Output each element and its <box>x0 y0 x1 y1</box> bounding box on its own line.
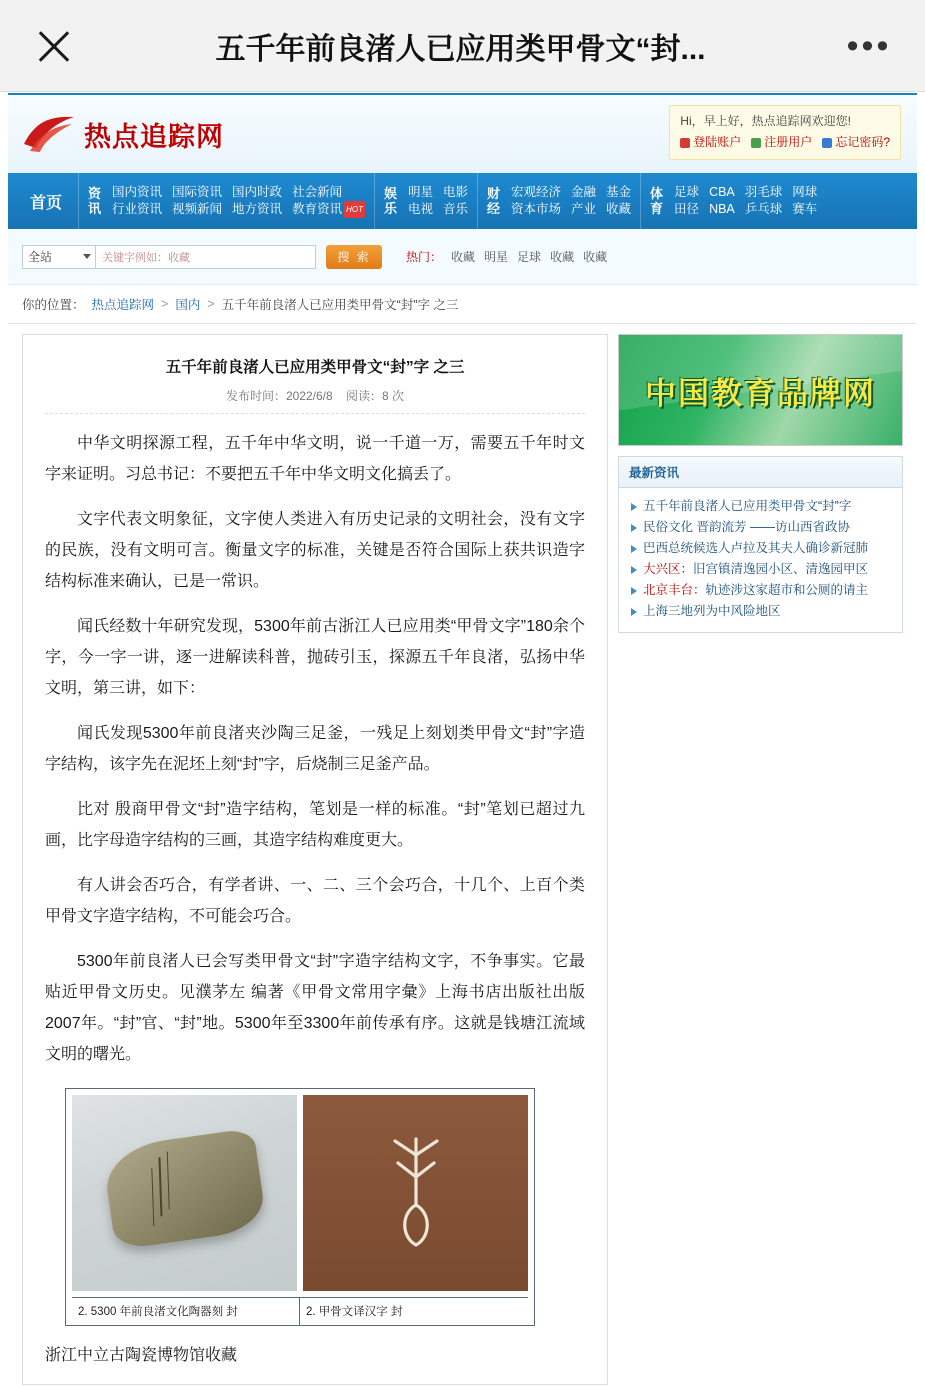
breadcrumb-label: 你的位置： <box>22 298 85 312</box>
more-options-icon[interactable]: ••• <box>846 26 892 65</box>
latest-news-box <box>618 456 903 633</box>
hot-keyword[interactable]: 收藏 <box>583 250 608 264</box>
login-link[interactable] <box>680 133 741 152</box>
nav-col <box>571 184 596 218</box>
nav-link[interactable]: 社会新闻 <box>292 184 343 199</box>
nav-col <box>792 184 817 218</box>
news-item-tag: 大兴区： <box>643 562 694 576</box>
nav-col <box>606 184 631 218</box>
news-item-tag: 北京丰台： <box>643 583 706 597</box>
figure-captions <box>72 1297 528 1325</box>
oracle-glyph-photo <box>303 1095 528 1291</box>
browser-top-bar <box>0 0 925 92</box>
nav-group-entertainment[interactable] <box>374 173 477 229</box>
site-header <box>8 95 917 173</box>
register-icon <box>751 138 761 148</box>
news-item[interactable] <box>629 580 892 601</box>
nav-link-with-badge[interactable] <box>292 201 365 218</box>
nav-link[interactable]: 音乐 <box>442 202 468 216</box>
nav-link[interactable]: 国内时政 <box>232 184 283 199</box>
nav-category-sports: 体育 <box>650 186 664 216</box>
article-paragraph: 5300年前良渚人已会写类甲骨文“封”字造字结构文字，不争事实。它最贴近甲骨文历史。见濮茅左 编著《甲骨文常用字彙》上海书店出版社出版2007年。“封”官、“封”地。5300年至3300年前传承有序。这就是钱塘江流域文明的曙光。 <box>45 953 585 1063</box>
nav-link[interactable]: 国际资讯 <box>172 184 223 199</box>
article-meta <box>45 387 585 414</box>
hot-keyword[interactable]: 收藏 <box>451 250 476 264</box>
potsherd-shape <box>102 1128 268 1250</box>
nav-item-home[interactable]: 首页 <box>30 194 63 212</box>
forgot-password-label: 忘记密码? <box>835 135 890 149</box>
nav-link[interactable]: 电影 <box>442 185 468 199</box>
news-item-text: 轨迹涉这家超市和公厕的请主 <box>705 583 869 597</box>
breadcrumb-item-domestic[interactable]: 国内 <box>175 298 201 312</box>
news-item[interactable] <box>629 601 892 622</box>
nav-link[interactable]: 网球 <box>792 185 818 199</box>
nav-col <box>511 184 561 218</box>
news-item-text: 民俗文化 晋韵流芳 ——访山西省政协 <box>643 520 850 534</box>
figure-image-left <box>72 1095 297 1291</box>
nav-col <box>674 184 699 218</box>
search-bar <box>8 229 917 285</box>
account-box <box>669 105 901 160</box>
main-navigation <box>8 173 917 229</box>
hot-keyword[interactable]: 收藏 <box>550 250 575 264</box>
news-item-text: 上海三地列为中风险地区 <box>643 604 781 618</box>
nav-link[interactable]: 田径 <box>674 202 700 216</box>
collection-credit: 浙江中立古陶瓷博物馆收藏 <box>45 1347 238 1364</box>
nav-link[interactable]: 行业资讯 <box>112 201 163 216</box>
figure-caption-right: 2. 甲骨文译汉字 封 <box>306 1306 403 1318</box>
nav-link[interactable]: 基金 <box>606 185 632 199</box>
latest-news-title: 最新资讯 <box>619 457 902 488</box>
nav-link[interactable]: 金融 <box>571 185 597 199</box>
news-item[interactable] <box>629 517 892 538</box>
news-item-text: 旧宫镇清逸园小区、清逸园甲区 <box>693 562 869 576</box>
register-link[interactable] <box>751 133 812 152</box>
sidebar-column <box>618 334 903 1385</box>
nav-col <box>292 184 365 218</box>
news-item[interactable] <box>629 538 892 559</box>
news-item[interactable] <box>629 496 892 517</box>
content-area <box>8 324 917 1385</box>
page-title: 五千年前良渚人已应用类甲骨文“封... <box>215 32 706 66</box>
chevron-down-icon <box>83 254 91 259</box>
oracle-bone-glyph-icon <box>381 1133 451 1253</box>
nav-category-finance: 财经 <box>487 186 501 216</box>
latest-news-list <box>619 488 902 632</box>
figure-images <box>72 1095 528 1291</box>
hot-keyword[interactable]: 明星 <box>484 250 509 264</box>
figure-caption-left: 2. 5300 年前良渚文化陶器刻 封 <box>72 1298 300 1325</box>
nav-link[interactable]: NBA <box>709 202 735 216</box>
login-label: 登陆账户 <box>693 135 742 149</box>
nav-col <box>443 184 468 218</box>
nav-link[interactable]: 赛车 <box>792 202 818 216</box>
nav-col <box>408 184 433 218</box>
web-page <box>8 93 917 1386</box>
site-logo[interactable] <box>22 114 224 154</box>
nav-link[interactable]: 地方资讯 <box>232 201 283 216</box>
logo-mark-icon <box>22 114 76 154</box>
ad-banner-text: 中国教育品牌网 <box>645 375 876 411</box>
article-paragraph: 中华文明探源工程，五千年中华文明，说一千道一万，需要五千年时文字来证明。习总书记：不要把五千年中华文明文化搞丢了。 <box>45 435 585 483</box>
register-label: 注册用户 <box>764 135 813 149</box>
nav-link-label: 教育资讯 <box>292 201 343 216</box>
site-logo-text: 热点追踪网 <box>84 121 224 152</box>
key-icon <box>822 138 832 148</box>
nav-col <box>745 184 783 218</box>
breadcrumb-item-home[interactable]: 热点追踪网 <box>91 298 155 312</box>
greeting-text: Hi，早上好，热点追踪网欢迎您! <box>680 114 851 128</box>
nav-group-finance[interactable] <box>477 173 640 229</box>
publish-time-label: 发布时间： <box>225 389 286 403</box>
account-links <box>680 133 890 152</box>
hot-keyword[interactable]: 足球 <box>517 250 542 264</box>
search-scope-select[interactable] <box>22 245 96 269</box>
nav-link[interactable]: 电视 <box>407 202 433 216</box>
news-item-text: 巴西总统候选人卢拉及其夫人确诊新冠肺 <box>643 541 869 555</box>
nav-col <box>709 184 735 218</box>
forgot-password-link[interactable] <box>822 133 890 152</box>
nav-link[interactable]: 足球 <box>674 185 700 199</box>
hot-keywords-label: 热门： <box>406 250 443 264</box>
nav-link[interactable]: 羽毛球 <box>744 185 783 199</box>
potsherd-photo <box>72 1095 297 1291</box>
nav-link[interactable]: 宏观经济 <box>511 185 562 199</box>
nav-link[interactable]: 视频新闻 <box>172 201 223 216</box>
search-button[interactable]: 搜 索 <box>326 245 382 269</box>
nav-group-sports[interactable] <box>640 173 826 229</box>
breadcrumb-separator: > <box>161 297 169 311</box>
article-paragraph: 闻氏发现5300年前良渚夹沙陶三足釜，一残足上刻划类甲骨文“封”字造字结构，该字先在泥坯上刻“封”字，后烧制三足釜产品。 <box>45 725 585 773</box>
nav-col <box>232 184 282 218</box>
figure-image-right <box>303 1095 528 1291</box>
article-paragraph: 文字代表文明象征，文字使人类进入有历史记录的文明社会，没有文字的民族，没有文明可言。衡量文字的标准，关键是否符合国际上获共识造字结构标准来确认，已是一常识。 <box>45 511 585 590</box>
nav-link[interactable]: 资本市场 <box>511 202 562 216</box>
news-item-text: 五千年前良渚人已应用类甲骨文“封”字 <box>643 499 852 513</box>
ad-banner[interactable] <box>618 334 903 446</box>
publish-time-value: 2022/6/8 <box>285 389 333 403</box>
nav-category-news: 资讯 <box>88 186 102 216</box>
nav-link[interactable]: 国内资讯 <box>112 184 163 199</box>
search-scope-value: 全站 <box>28 250 53 264</box>
nav-group-news[interactable] <box>78 173 374 229</box>
nav-link[interactable]: 产业 <box>571 202 597 216</box>
article-column <box>22 334 608 1385</box>
breadcrumb-item-current: 五千年前良渚人已应用类甲骨文“封”字 之三 <box>221 298 459 312</box>
article-body <box>45 428 585 1371</box>
read-count-label: 阅读： <box>346 389 383 403</box>
news-item[interactable] <box>629 559 892 580</box>
read-count-value: 8 次 <box>382 389 405 403</box>
login-icon <box>680 138 690 148</box>
article-paragraph: 有人讲会否巧合，有学者讲、一、二、三个会巧合，十几个、上百个类甲骨文字造字结构，不可能会巧合。 <box>45 877 585 925</box>
breadcrumb <box>8 285 917 324</box>
nav-col <box>172 184 222 218</box>
nav-link[interactable]: CBA <box>709 185 735 199</box>
nav-category-entertainment: 娱乐 <box>383 186 397 216</box>
nav-link[interactable]: 明星 <box>407 185 433 199</box>
nav-col <box>112 184 162 218</box>
search-input[interactable]: 关键字例如：收藏 <box>96 245 316 269</box>
breadcrumb-separator: > <box>207 297 215 311</box>
close-icon[interactable] <box>28 20 80 72</box>
nav-link[interactable]: 乒乓球 <box>744 202 783 216</box>
article-paragraph: 比对 殷商甲骨文“封”造字结构，笔划是一样的标准。“封”笔划已超过九画，比字母造字结构的三画，其造字结构难度更大。 <box>45 801 585 849</box>
article-title: 五千年前良渚人已应用类甲骨文“封”字 之三 <box>165 359 465 376</box>
article-figure <box>65 1088 535 1326</box>
article-paragraph: 闻氏经数十年研究发现，5300年前古浙江人已应用类“甲骨文字”180余个字，今一字一讲，逐一进解读科普，抛砖引玉，探源五千年良渚，弘扬中华文明，第三讲，如下： <box>45 618 585 697</box>
hot-keywords <box>406 248 607 265</box>
hot-badge: HOT <box>344 201 365 218</box>
nav-link[interactable]: 收藏 <box>606 202 632 216</box>
